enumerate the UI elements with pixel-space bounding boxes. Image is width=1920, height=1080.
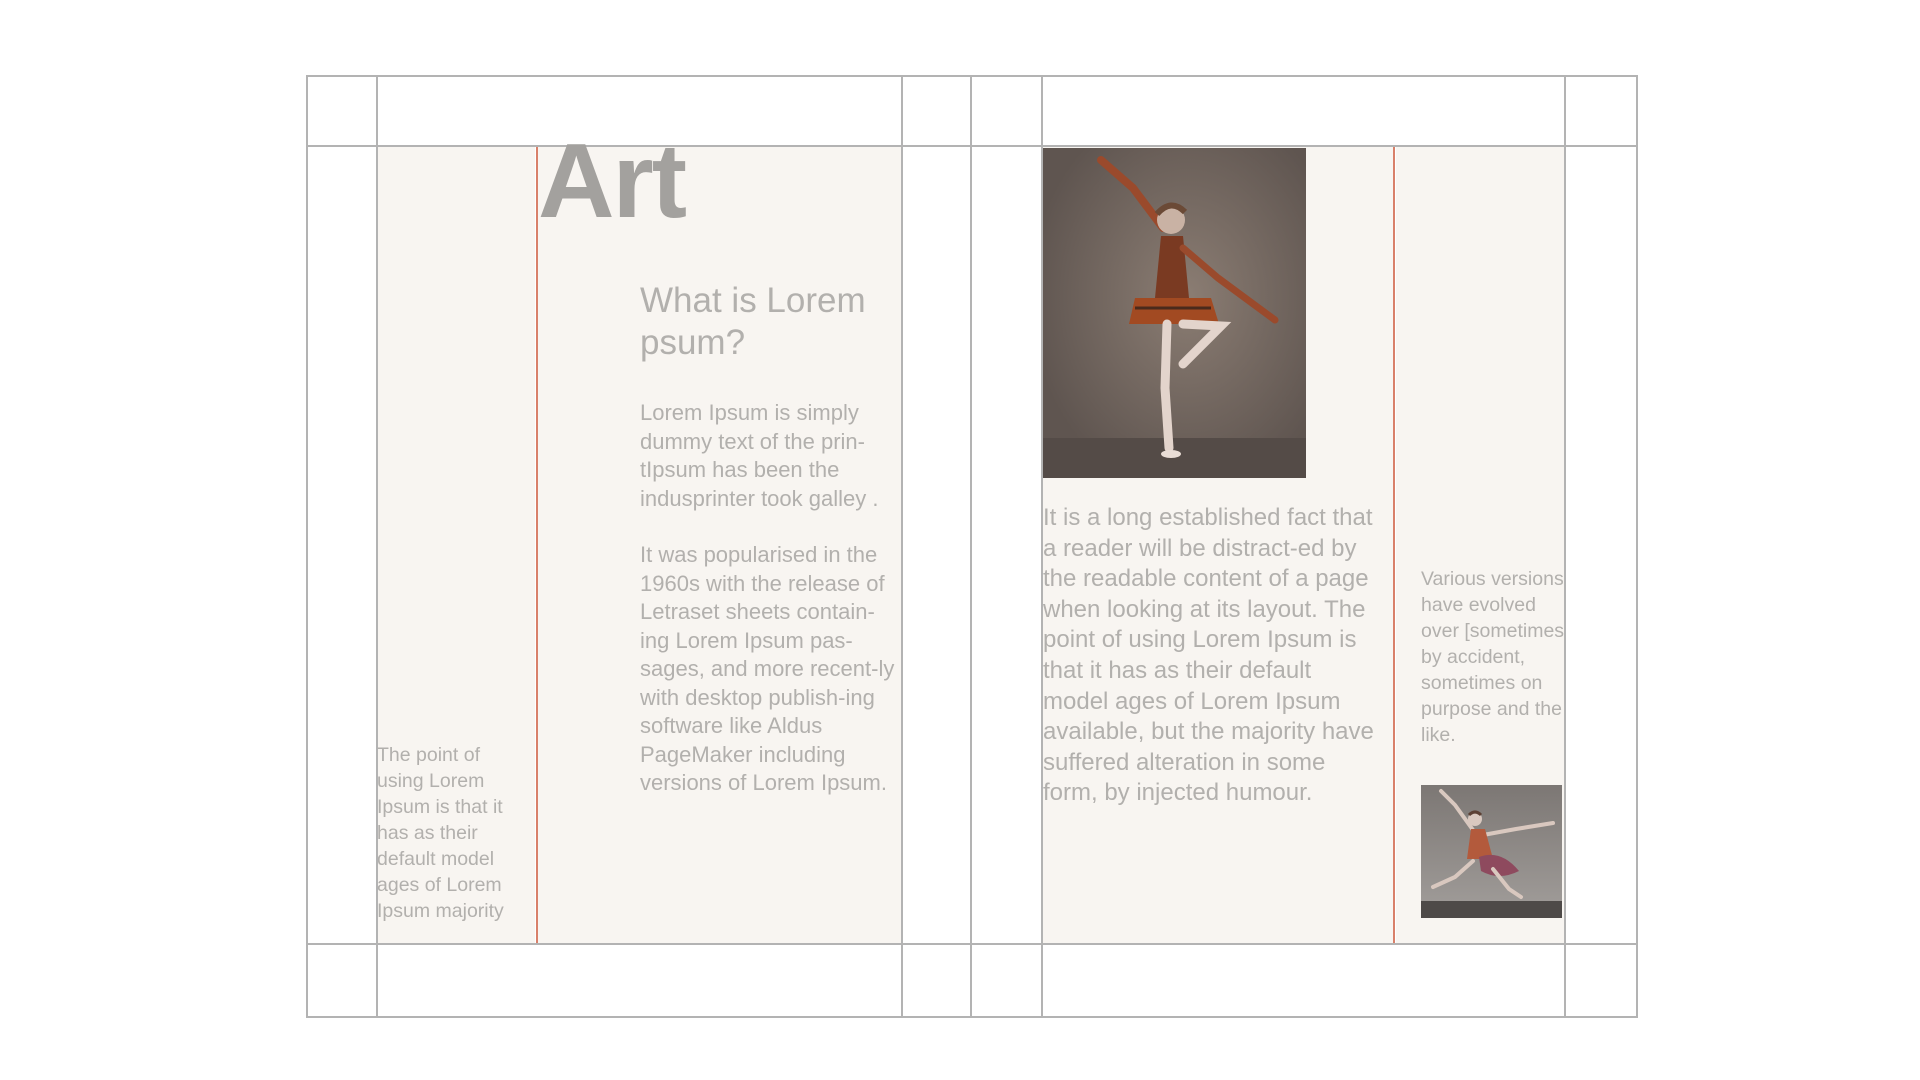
spread-border-bottom (306, 1016, 1638, 1018)
ballerina-photo (1043, 148, 1306, 478)
right-sidebar-text: Various versions have evolved over [sometimes by accident, sometimes on purpose and the like. (1421, 568, 1565, 746)
body-paragraph: It was popularised in the 1960s with the release of Letraset sheets contain-ing Lorem Ipsum pas-sages, and more recent-ly with desktop publish-ing software like Aldus PageMaker including versions of Lorem Ipsum. (640, 542, 895, 795)
spine-line (970, 75, 972, 1018)
spread-border-top (306, 75, 1638, 77)
left-column-rule (536, 147, 538, 943)
intro-paragraph: Lorem Ipsum is simply dummy text of the prin-tIpsum has been the indusprinter took galley . (640, 400, 879, 511)
right-body-text: It is a long established fact that a reader will be distract-ed by the readable content of a page when looking at its layout. The point of using Lorem Ipsum is that it has as their default model ages of Lorem Ipsum available, but the majority have suffered alteration in some form, by injected humour. (1043, 504, 1374, 807)
page-title: Art (538, 122, 686, 240)
section-heading: What is Lorem psum? (640, 281, 866, 362)
margin-guide-top (306, 145, 1638, 147)
right-column-rule (1393, 147, 1395, 943)
left-sidebar-text: The point of using Lorem Ipsum is that it has as their default model ages of Lorem Ipsum majority (377, 744, 504, 922)
spread-border-left (306, 75, 308, 1018)
ballerina-leap-photo (1421, 785, 1562, 918)
spread-border-right (1636, 75, 1638, 1018)
right-page-margin-right (1564, 75, 1566, 1018)
margin-guide-bottom (306, 943, 1638, 945)
